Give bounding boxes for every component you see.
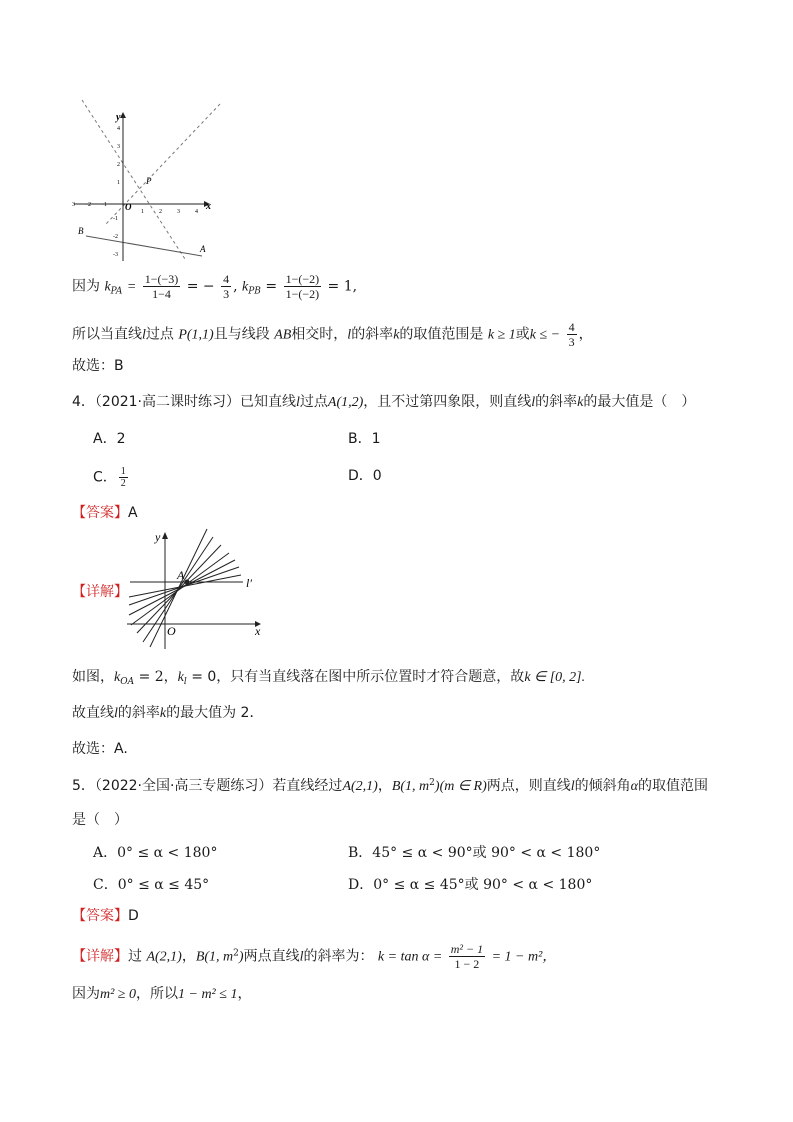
point-a-label: A — [177, 568, 185, 582]
denominator: 1 − 2 — [454, 957, 480, 971]
math-sub: PB — [248, 286, 261, 297]
math-point: B(1, m — [195, 949, 234, 965]
answer-line-q5 — [72, 906, 139, 926]
math-sub: OA — [120, 677, 135, 687]
numerator: 4 — [223, 272, 230, 286]
question-4-stem — [72, 392, 695, 413]
math-text: = − — [186, 278, 215, 295]
point-p-label: P — [146, 176, 152, 186]
fraction-four-thirds — [221, 272, 231, 301]
text: 因为 — [72, 986, 100, 1002]
math-text: k = tan α = — [377, 949, 443, 965]
fraction-slope — [449, 942, 485, 971]
x-tick: 4 — [195, 209, 198, 215]
question-5-stem — [72, 773, 708, 797]
x-tick: 2 — [159, 209, 162, 215]
text: 或 — [515, 326, 530, 343]
text: 的最大值为 2． — [166, 705, 264, 721]
text: = 0，只有当直线落在图中所示位置时才符合题意，故 — [191, 669, 525, 685]
point-a-label: A — [200, 244, 206, 254]
text: 两点，则直线 — [486, 778, 571, 794]
numerator: 1−(−3) — [144, 272, 179, 286]
y-tick: 3 — [117, 144, 120, 150]
y-tick: -2 — [113, 234, 118, 240]
detail-line-2-q5 — [72, 984, 251, 1005]
text: 的最大值是（ ） — [583, 394, 696, 410]
denominator: 1−(−2) — [285, 287, 320, 301]
answer-tag: 【答案】 — [72, 908, 128, 924]
math-l: l — [296, 395, 300, 410]
origin-label: O — [167, 624, 176, 638]
math-l: l — [299, 949, 304, 965]
text: ， — [237, 986, 252, 1002]
detail-tag-q4: 【详解】 — [72, 584, 128, 600]
point-b-label: B — [78, 226, 84, 236]
slope-computation-line: 因为 $k_{PA}$ = $\frac{1-(-3)}{1-4}$ = − $\frac{4}{3}$ , $k_{PB}$ = $\frac{1-(-2)}{1-(-2)}$ = 1, — [72, 272, 358, 301]
math-l: l — [531, 395, 536, 410]
y-axis-label: y — [155, 530, 161, 544]
fraction-kpb — [284, 272, 322, 301]
numerator: 1−(−2) — [285, 272, 320, 286]
text: 过点 — [299, 394, 328, 410]
origin-label: O — [125, 202, 132, 212]
choice-a-line: 故选：A. — [72, 741, 128, 757]
x-tick: 3 — [72, 202, 75, 208]
text: 的取值范围是 — [399, 326, 484, 343]
text: ，所以 — [136, 986, 178, 1002]
fraction-one-half — [119, 466, 128, 489]
math-point: A(2,1) — [146, 949, 182, 965]
y-axis-arrow-icon — [120, 112, 126, 118]
math-sup: 2 — [429, 778, 435, 788]
math-text: 1 − m² ≤ 1 — [178, 987, 238, 1002]
option-d[interactable]: D．0 — [348, 468, 382, 484]
text: ， — [578, 326, 593, 343]
math-k: k — [177, 670, 184, 685]
y-axis-arrow-icon — [162, 532, 168, 539]
detail-line-1-q4 — [72, 667, 585, 692]
text: 相交时， — [291, 326, 348, 343]
x-tick: -1 — [102, 202, 107, 208]
answer-value: D — [128, 908, 139, 924]
option-a-q5[interactable]: A．0° ≤ α < 180° — [93, 845, 218, 861]
text: 且与线段 — [213, 326, 270, 343]
math-text: = 1, — [327, 278, 358, 295]
numerator: 4 — [568, 320, 575, 334]
math-l: l — [347, 327, 352, 343]
math-sup: 2 — [233, 948, 239, 959]
text: 的斜率为： — [303, 948, 374, 965]
line-fan — [129, 529, 241, 647]
segment-ab — [86, 236, 202, 256]
fraction-kpa — [143, 272, 181, 301]
option-label: C． — [93, 469, 117, 486]
x-axis-label: x — [255, 624, 261, 638]
text: 的倾斜角 — [574, 778, 631, 794]
math-text: ) — [238, 949, 244, 965]
option-a[interactable]: A．2 — [93, 431, 126, 447]
math-text: m² ≥ 0 — [100, 987, 136, 1002]
choice-b-line: 故选：B — [72, 358, 124, 374]
figure-1-coordinate-plot — [68, 96, 228, 262]
math-k: k — [104, 279, 111, 295]
answer-value: A — [128, 505, 138, 521]
denominator: 3 — [223, 287, 230, 301]
y-axis-label: y — [116, 112, 121, 123]
x-tick: 3 — [177, 209, 180, 215]
y-tick: 1 — [117, 180, 120, 186]
line-l-prime-label: l′ — [246, 576, 252, 590]
math-l: l — [142, 327, 146, 343]
math-text: , — [233, 278, 238, 295]
y-tick: 2 — [117, 162, 120, 168]
figure-2-lines-through-a — [125, 527, 270, 652]
detail-line-1-q5 — [72, 942, 556, 971]
math-condition: k ≤ − — [529, 327, 561, 343]
x-tick: 1 — [141, 209, 144, 215]
x-tick: -2 — [86, 202, 91, 208]
text: 4．（2021·高二课时练习）已知直线 — [72, 394, 296, 410]
x-axis-label: x — [206, 201, 211, 212]
text: 过点 — [145, 326, 174, 343]
math-condition: (m ∈ R) — [439, 779, 487, 794]
math-point: A(2,1) — [342, 779, 378, 794]
option-b-q5[interactable]: B．45° ≤ α < 90°或 90° < α < 180° — [348, 845, 601, 861]
math-k: k — [577, 395, 584, 410]
math-alpha: α — [630, 779, 638, 794]
text: 5．（2022·全国·高三专题练习）若直线经过 — [72, 778, 343, 794]
math-k: k — [242, 279, 249, 295]
math-l: l — [570, 779, 575, 794]
math-text: = 1 − m²， — [491, 949, 557, 965]
text: 过 — [128, 948, 142, 965]
math-condition: k ≥ 1 — [487, 327, 516, 343]
math-point: P(1,1) — [178, 327, 214, 343]
denominator: 1−4 — [152, 287, 171, 301]
math-sub: PA — [110, 286, 123, 297]
math-point: B(1, m — [391, 779, 430, 794]
point-a-dot — [185, 580, 190, 585]
denominator: 2 — [120, 478, 126, 489]
math-sub: l — [183, 677, 187, 687]
y-tick: 4 — [117, 126, 120, 132]
option-c-q5[interactable]: C．0° ≤ α ≤ 45° — [93, 877, 210, 893]
detail-tag: 【详解】 — [72, 948, 128, 965]
text: 两点直线 — [243, 948, 300, 965]
text: 的取值范围 — [638, 778, 708, 794]
math-k: k — [114, 670, 121, 685]
y-tick: -3 — [113, 252, 118, 258]
numerator: 1 — [120, 466, 126, 477]
math-k: k — [159, 706, 167, 721]
y-tick: -1 — [113, 216, 118, 222]
dashed-line-pa — [82, 100, 185, 259]
text: ，且不过第四象限，则直线 — [363, 394, 532, 410]
fraction-four-thirds — [567, 320, 577, 349]
range-conclusion-line — [72, 320, 593, 349]
option-d-q5[interactable]: D．0° ≤ α ≤ 45°或 90° < α < 180° — [348, 877, 593, 893]
text: 的斜率 — [535, 394, 578, 410]
text: 所以当直线 — [72, 326, 142, 343]
text: 的斜率 — [117, 705, 160, 721]
text: 如图， — [72, 669, 114, 685]
answer-tag: 【答案】 — [72, 505, 128, 521]
text: ， — [181, 948, 196, 965]
math-l: l — [114, 706, 118, 721]
question-5-stem-cont: 是（ ） — [72, 812, 128, 828]
math-k: k — [393, 327, 400, 343]
denominator: 3 — [568, 335, 575, 349]
answer-line-q4 — [72, 503, 138, 523]
math-point: A(1,2) — [327, 395, 364, 410]
math-range: k ∈ [0, 2]. — [524, 670, 586, 685]
text: 的斜率 — [351, 326, 394, 343]
option-c[interactable] — [93, 466, 130, 489]
text: ， — [377, 778, 392, 794]
detail-line-2-q4 — [72, 703, 263, 724]
option-b[interactable]: B．1 — [348, 431, 381, 447]
numerator: m² − 1 — [450, 942, 484, 956]
text: 故直线 — [72, 705, 114, 721]
text: 因为 — [72, 278, 100, 295]
math-text: = 2， — [138, 669, 178, 685]
math-text: ) — [434, 779, 440, 794]
math-ab: AB — [274, 327, 292, 343]
